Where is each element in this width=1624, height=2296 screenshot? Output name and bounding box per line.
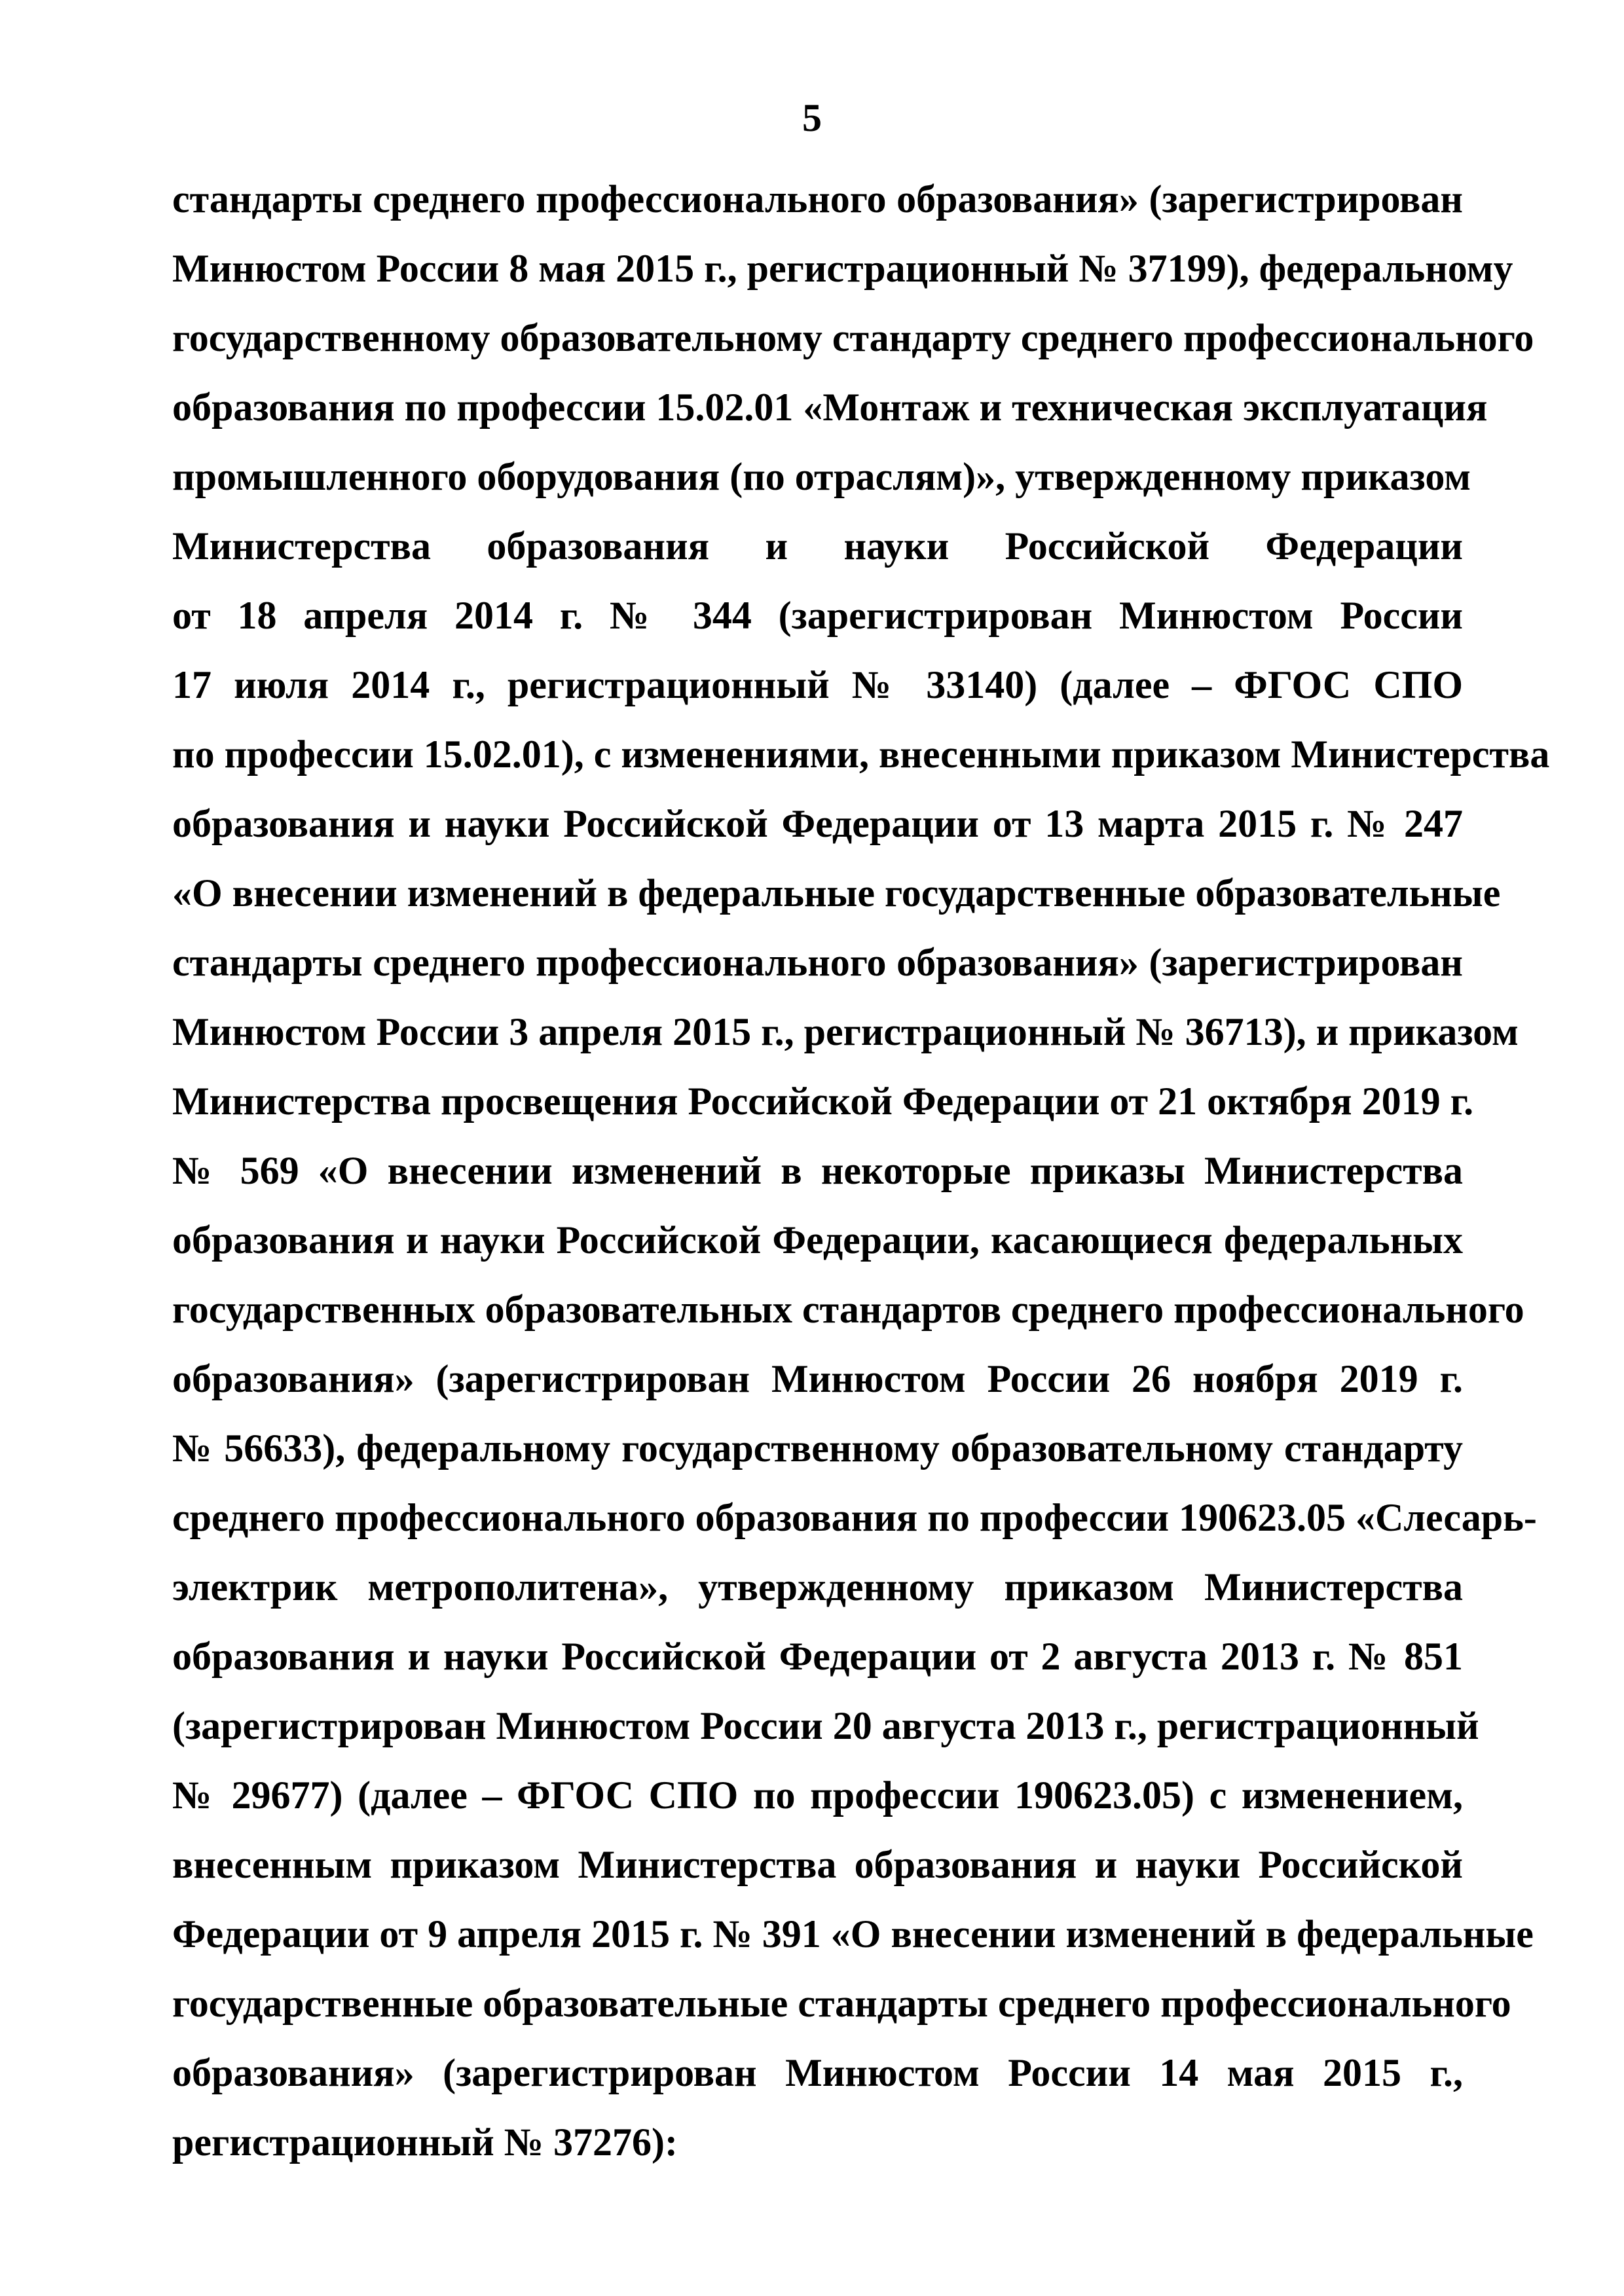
text-line: от 18 апреля 2014 г. № 344 (зарегистрирован Минюстом России [172,594,1463,637]
text-line: «О внесении изменений в федеральные государственные образовательные [172,871,1501,915]
text-line: среднего профессионального образования по профессии 190623.05 «Слесарь- [172,1496,1537,1539]
text-line: образования и науки Российской Федерации от 2 августа 2013 г. № 851 [172,1635,1463,1678]
text-line: государственному образовательному стандарту среднего профессионального [172,316,1534,359]
text-line: государственных образовательных стандартов среднего профессионального [172,1288,1524,1331]
text-line: образования» (зарегистрирован Минюстом России 26 ноября 2019 г. [172,1357,1463,1400]
text-line: промышленного оборудования (по отраслям)», утвержденному приказом [172,455,1471,498]
text-line: стандарты среднего профессионального образования» (зарегистрирован [172,177,1463,221]
text-line: образования и науки Российской Федерации от 13 марта 2015 г. № 247 [172,802,1463,845]
document-body [172,164,1550,2177]
text-line: 17 июля 2014 г., регистрационный № 33140) (далее – ФГОС СПО [172,663,1463,706]
text-line: № 29677) (далее – ФГОС СПО по профессии 190623.05) с изменением, [172,1774,1463,1817]
text-line: Минюстом России 3 апреля 2015 г., регистрационный № 36713), и приказом [172,1010,1519,1053]
text-line: регистрационный № 37276): [172,2121,678,2164]
text-line: образования и науки Российской Федерации, касающиеся федеральных [172,1218,1463,1262]
text-line: электрик метрополитена», утвержденному приказом Министерства [172,1565,1463,1609]
text-line: Федерации от 9 апреля 2015 г. № 391 «О внесении изменений в федеральные [172,1912,1534,1956]
text-line: образования по профессии 15.02.01 «Монтаж и техническая эксплуатация [172,386,1488,429]
text-line: по профессии 15.02.01), с изменениями, внесенными приказом Министерства [172,733,1550,776]
page-number: 5 [802,96,822,139]
text-line: Министерства просвещения Российской Федерации от 21 октября 2019 г. [172,1080,1474,1123]
text-line: образования» (зарегистрирован Минюстом России 14 мая 2015 г., [172,2051,1463,2094]
text-line: № 569 «О внесении изменений в некоторые приказы Министерства [172,1149,1463,1192]
text-line: внесенным приказом Министерства образования и науки Российской [172,1843,1463,1886]
text-line: Минюстом России 8 мая 2015 г., регистрационный № 37199), федеральному [172,247,1513,290]
text-line: № 56633), федеральному государственному образовательному стандарту [172,1427,1463,1470]
text-line: государственные образовательные стандарты среднего профессионального [172,1982,1511,2025]
text-line: (зарегистрирован Минюстом России 20 августа 2013 г., регистрационный [172,1704,1479,1747]
text-line: стандарты среднего профессионального образования» (зарегистрирован [172,941,1463,984]
text-line: Министерства образования и науки Российской Федерации [172,524,1463,568]
